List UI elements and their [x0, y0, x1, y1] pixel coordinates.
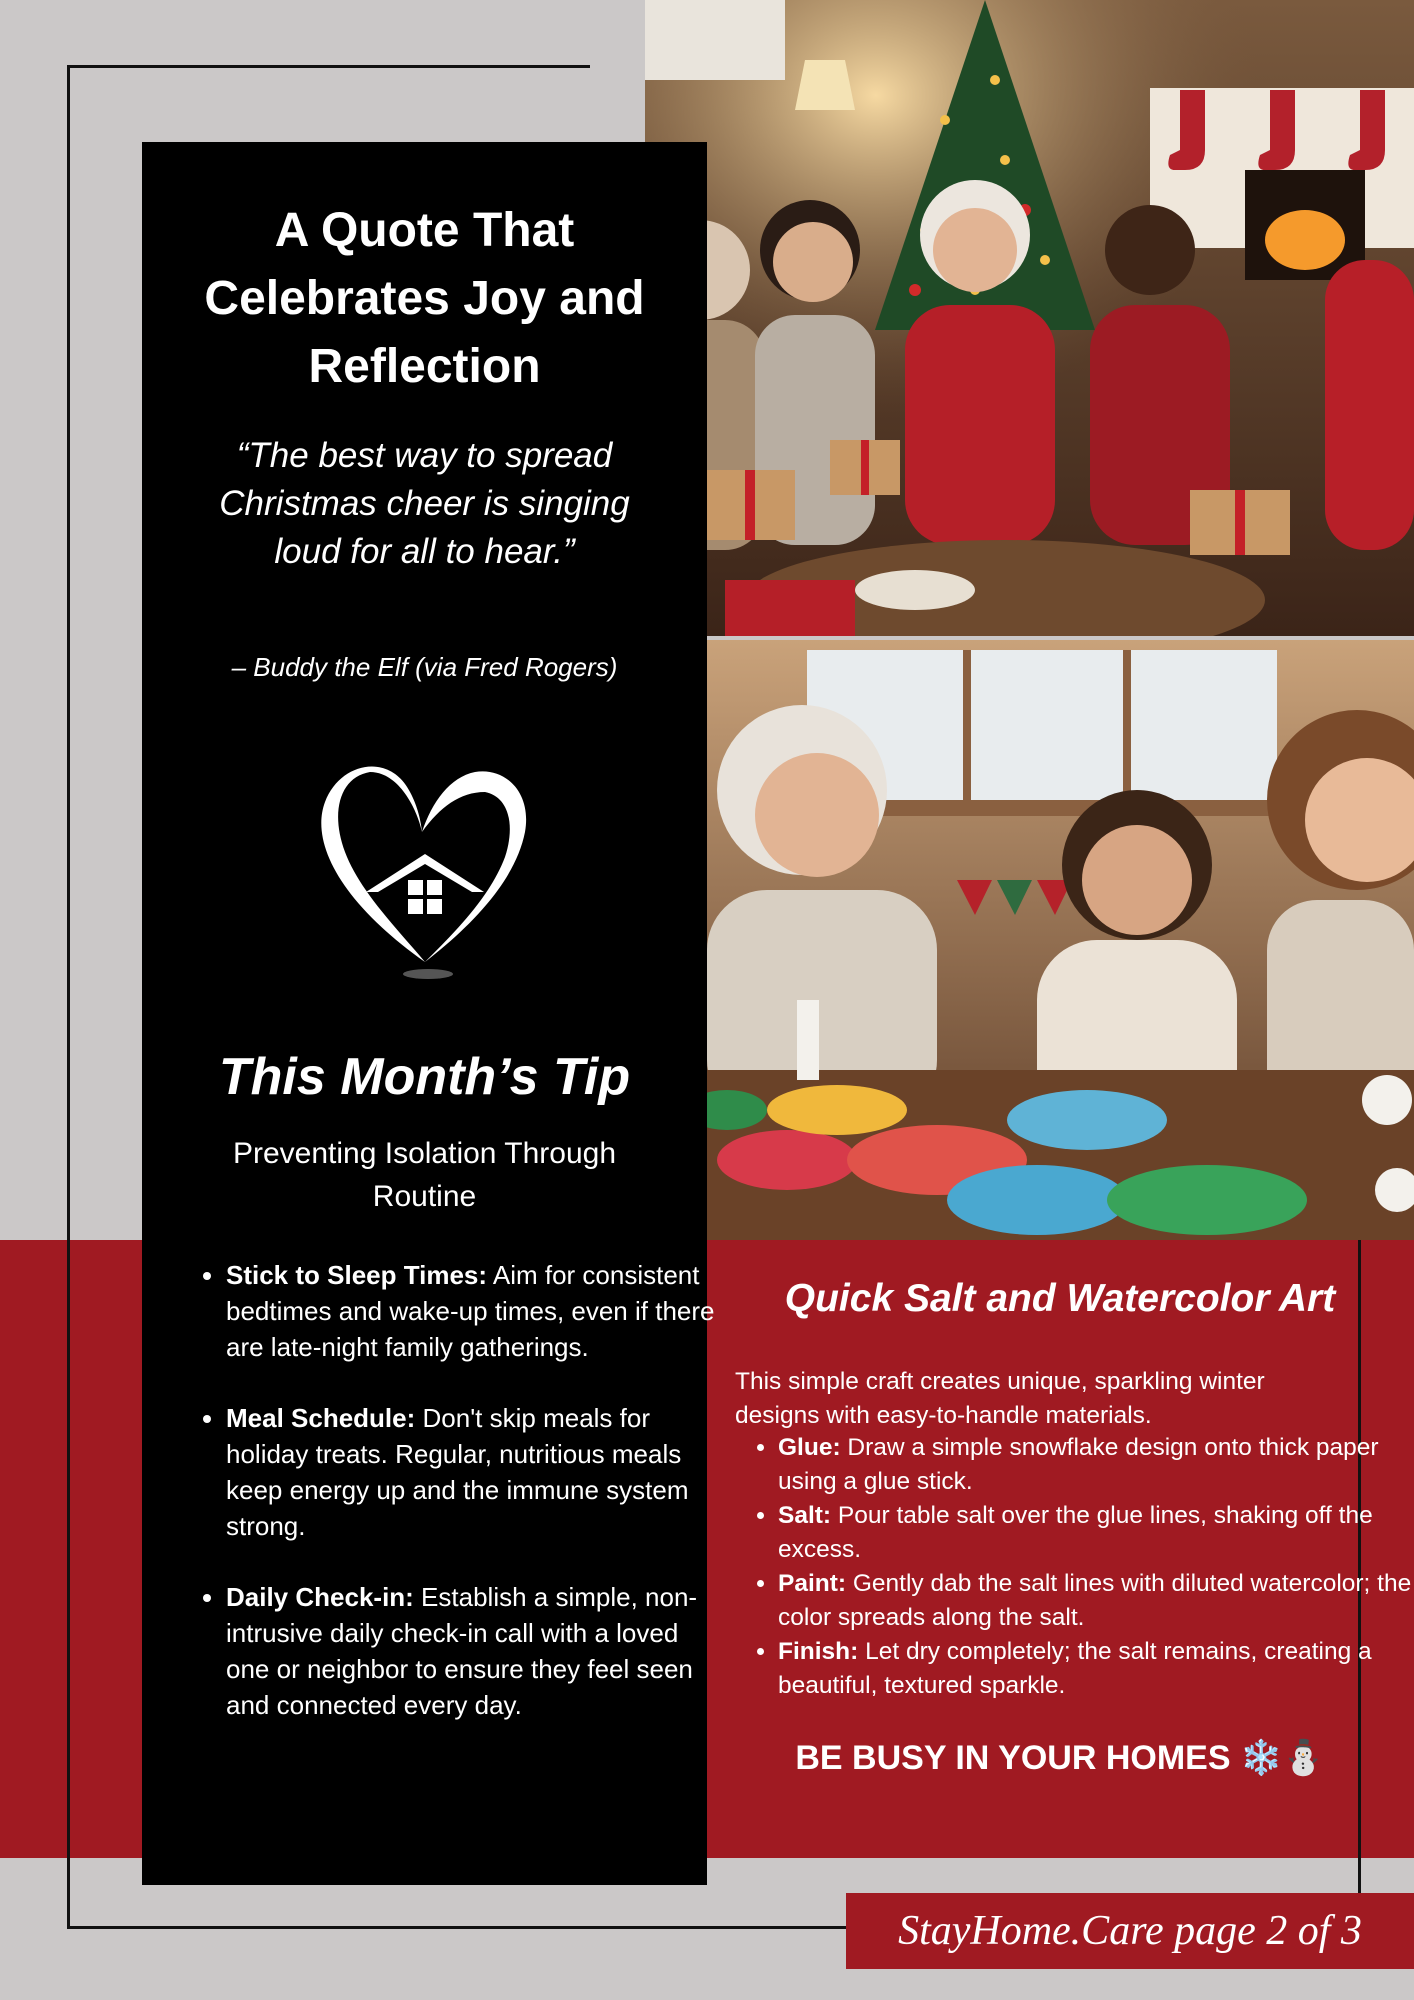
- list-item-label: Stick to Sleep Times:: [226, 1260, 488, 1290]
- snowflake-crafting-photo: [707, 640, 1414, 1240]
- holiday-gathering-photo: [645, 0, 1414, 636]
- tip-list: [182, 1257, 726, 1758]
- quote-attribution: – Buddy the Elf (via Fred Rogers): [231, 652, 618, 682]
- list-item-text: Establish a simple, non-intrusive daily check-in call with a loved one or neighbor to ensure they feel seen and connected every day.: [226, 1582, 698, 1720]
- list-item-text: Gently dab the salt lines with diluted watercolor; the color spreads along the salt.: [778, 1570, 1412, 1631]
- list-item-text: Draw a simple snowflake design onto thick paper using a glue stick.: [778, 1434, 1379, 1495]
- list-item: [778, 1499, 1414, 1567]
- decorative-frame-bottom-line: [67, 1926, 867, 1929]
- list-item: [778, 1635, 1414, 1703]
- heart-house-logo-icon: [300, 732, 550, 982]
- list-item: [226, 1579, 726, 1723]
- list-item-text: Pour table salt over the glue lines, shaking off the excess.: [778, 1502, 1373, 1563]
- list-item-label: Glue:: [778, 1434, 841, 1461]
- tip-title: This Month’s Tip: [218, 1048, 631, 1106]
- list-item: [226, 1400, 726, 1544]
- craft-steps-list: [735, 1431, 1414, 1703]
- list-item-label: Salt:: [778, 1502, 832, 1529]
- tip-subtitle: Preventing Isolation Through Routine: [232, 1137, 617, 1213]
- page-footer: StayHome.Care page 2 of 3: [846, 1893, 1414, 1969]
- craft-title: Quick Salt and Watercolor Art: [784, 1277, 1336, 1320]
- list-item-text: Don't skip meals for holiday treats. Regular, nutritious meals keep energy up and the immune system strong.: [226, 1403, 689, 1541]
- list-item: [778, 1567, 1414, 1635]
- list-item: [226, 1257, 726, 1365]
- quote-heading: A Quote That Celebrates Joy and Reflection: [204, 204, 645, 393]
- list-item-label: Meal Schedule:: [226, 1403, 416, 1433]
- list-item-label: Finish:: [778, 1638, 859, 1665]
- list-item-label: Paint:: [778, 1570, 847, 1597]
- list-item-text: Let dry completely; the salt remains, creating a beautiful, textured sparkle.: [778, 1638, 1372, 1699]
- list-item: [778, 1431, 1414, 1499]
- quote-text: “The best way to spread Christmas cheer is singing loud for all to hear.”: [219, 436, 630, 571]
- list-item-label: Daily Check-in:: [226, 1582, 414, 1612]
- quote-and-tip-panel: [142, 142, 715, 1885]
- list-item-text: Aim for consistent bedtimes and wake-up times, even if there are late-night family gatherings.: [226, 1260, 715, 1362]
- craft-tagline: BE BUSY IN YOUR HOMES ❄️⛄: [795, 1739, 1325, 1777]
- craft-intro: This simple craft creates unique, sparkling winter designs with easy-to-handle materials.: [735, 1368, 1265, 1429]
